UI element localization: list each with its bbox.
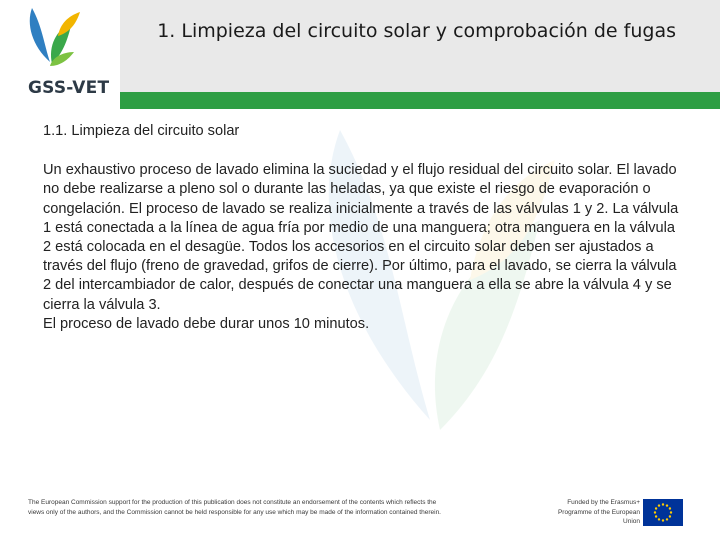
eu-star-icon bbox=[655, 515, 657, 517]
header-accent-bar bbox=[120, 92, 720, 109]
slide-body bbox=[43, 122, 683, 334]
gss-vet-logo-icon bbox=[22, 6, 82, 72]
body-paragraph-closing: El proceso de lavado debe durar unos 10 minutos. bbox=[43, 315, 370, 332]
funded-by-text: Funded by the Erasmus+ Programme of the European Union bbox=[557, 499, 640, 525]
page-title: 1. Limpieza del circuito solar y comprobación de fugas bbox=[157, 20, 676, 42]
gss-vet-logo bbox=[0, 0, 120, 110]
footer-disclaimer: The European Commission support for the production of this publication does not constitute an endorsement of the contents which reflects the views only of the authors, and the Commission cannot be held responsible for any use which may be made of the information contained therein. bbox=[28, 499, 441, 516]
eu-star-icon bbox=[669, 515, 671, 517]
body-paragraph: Un exhaustivo proceso de lavado elimina la suciedad y el flujo residual del circuito solar. El lavado no debe realizarse a pleno sol o durante las heladas, ya que existe el riesgo de evaporación o congelación. El proceso de lavado se realiza inicialmente a través de las válvulas 1 y 2. La válvula 1 está conectada a la línea de agua fría por medio de una manguera; otra manguera en la válvula 2 está colocada en el desagüe. Todos los accesorios en el circuito solar deben ser ajustados a través del flujo (freno de gravedad, grifos de cierre). Por último, para el lavado, se cierra la válvula 2 del intercambiador de calor, después de conectar una manguera a ella se abre la válvula 4 y se cierra la válvula 3. bbox=[43, 162, 679, 313]
section-subtitle: 1.1. Limpieza del circuito solar bbox=[43, 123, 240, 139]
eu-star-icon bbox=[658, 518, 660, 520]
eu-star-icon bbox=[666, 518, 668, 520]
eu-star-icon bbox=[670, 511, 672, 513]
eu-star-icon bbox=[658, 504, 660, 506]
eu-star-icon bbox=[662, 519, 664, 521]
eu-star-icon bbox=[655, 507, 657, 509]
logo-text: GSS-VET bbox=[28, 78, 110, 98]
eu-star-icon bbox=[669, 507, 671, 509]
eu-star-icon bbox=[662, 503, 664, 505]
eu-star-icon bbox=[654, 511, 656, 513]
eu-flag-icon bbox=[643, 499, 683, 526]
eu-star-icon bbox=[666, 504, 668, 506]
